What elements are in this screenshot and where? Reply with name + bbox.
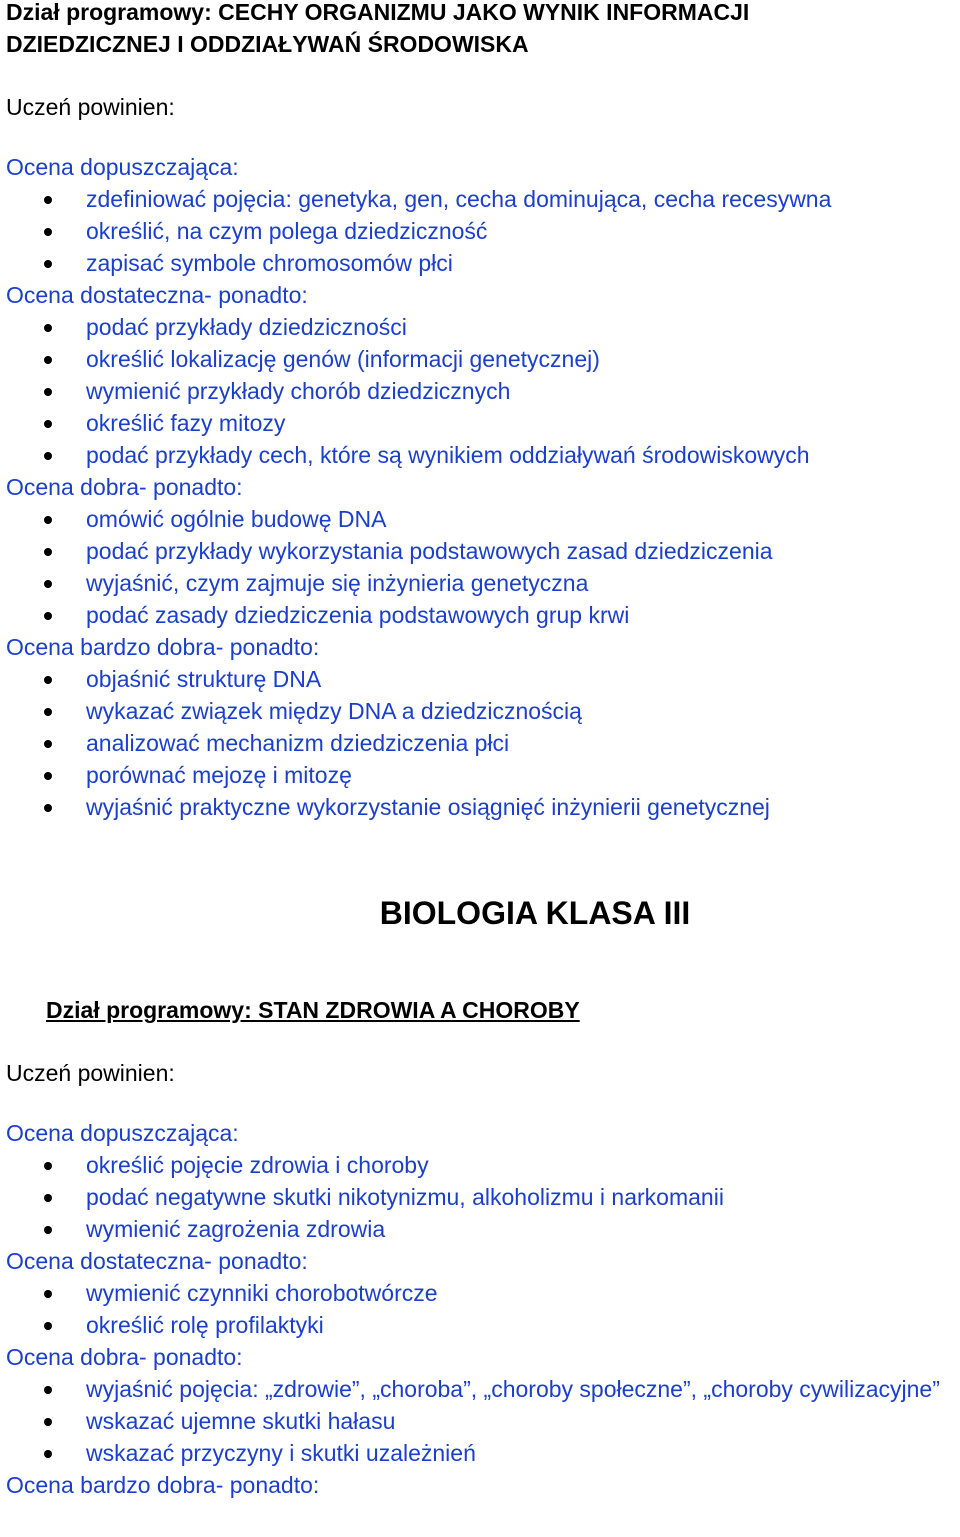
list-item: porównać mejozę i mitozę — [0, 759, 960, 791]
criteria-list — [0, 503, 960, 631]
bullet-icon — [44, 1450, 52, 1458]
bullet-icon — [44, 708, 52, 716]
list-item: analizować mechanizm dziedziczenia płci — [0, 727, 960, 759]
grade-label: Ocena dostateczna- ponadto: — [6, 1248, 308, 1274]
intro-text: Uczeń powinien: — [6, 94, 175, 120]
section1-body — [0, 91, 960, 823]
bullet-icon — [44, 1386, 52, 1394]
bullet-icon — [44, 580, 52, 588]
bullet-icon — [44, 420, 52, 428]
grade-label: Ocena bardzo dobra- ponadto: — [6, 634, 320, 660]
grade-label: Ocena bardzo dobra- ponadto: — [6, 1472, 320, 1498]
bullet-icon — [44, 228, 52, 236]
bullet-icon — [44, 196, 52, 204]
grade-label: Ocena dostateczna- ponadto: — [6, 282, 308, 308]
bullet-icon — [44, 452, 52, 460]
list-item: wyjaśnić, czym zajmuje się inżynieria genetyczna — [0, 567, 960, 599]
list-item: podać przykłady wykorzystania podstawowych zasad dziedziczenia — [0, 535, 960, 567]
intro-text: Uczeń powinien: — [6, 1060, 175, 1086]
bullet-icon — [44, 612, 52, 620]
section2-body — [0, 1057, 960, 1501]
criteria-list — [0, 311, 960, 471]
criteria-list — [0, 663, 960, 823]
list-item: wskazać przyczyny i skutki uzależnień — [0, 1437, 960, 1469]
bullet-icon — [44, 324, 52, 332]
list-item: określić pojęcie zdrowia i choroby — [0, 1149, 960, 1181]
bullet-icon — [44, 676, 52, 684]
list-item: podać zasady dziedziczenia podstawowych grup krwi — [0, 599, 960, 631]
class-title: BIOLOGIA KLASA III — [379, 895, 691, 931]
list-item: podać negatywne skutki nikotynizmu, alkoholizmu i narkomanii — [0, 1181, 960, 1213]
bullet-icon — [44, 1418, 52, 1426]
criteria-list — [0, 183, 960, 279]
list-item: wymienić przykłady chorób dziedzicznych — [0, 375, 960, 407]
criteria-list — [0, 1277, 960, 1341]
section-title-line2: DZIEDZICZNEJ I ODDZIAŁYWAŃ ŚRODOWISKA — [6, 31, 529, 57]
criteria-list — [0, 1149, 960, 1245]
list-item: wyjaśnić pojęcia: „zdrowie”, „choroba”, „choroby społeczne”, „choroby cywilizacyjne” — [0, 1373, 960, 1405]
bullet-icon — [44, 1322, 52, 1330]
list-item: określić rolę profilaktyki — [0, 1309, 960, 1341]
list-item: zdefiniować pojęcia: genetyka, gen, cecha dominująca, cecha recesywna — [0, 183, 960, 215]
section-title-line1: Dział programowy: CECHY ORGANIZMU JAKO WYNIK INFORMACJI — [6, 0, 750, 25]
bullet-icon — [44, 1290, 52, 1298]
list-item: wyjaśnić praktyczne wykorzystanie osiągnięć inżynierii genetycznej — [0, 791, 960, 823]
criteria-list — [0, 1373, 960, 1469]
list-item: wykazać związek między DNA a dziedzicznością — [0, 695, 960, 727]
grade-label: Ocena dobra- ponadto: — [6, 474, 243, 500]
list-item: określić fazy mitozy — [0, 407, 960, 439]
section-title: Dział programowy: STAN ZDROWIA A CHOROBY — [46, 997, 580, 1023]
list-item: określić, na czym polega dziedziczność — [0, 215, 960, 247]
bullet-icon — [44, 1226, 52, 1234]
list-item: wymienić zagrożenia zdrowia — [0, 1213, 960, 1245]
bullet-icon — [44, 772, 52, 780]
list-item: zapisać symbole chromosomów płci — [0, 247, 960, 279]
grade-label: Ocena dobra- ponadto: — [6, 1344, 243, 1370]
list-item: omówić ogólnie budowę DNA — [0, 503, 960, 535]
section-genetics — [0, 0, 960, 60]
bullet-icon — [44, 740, 52, 748]
list-item: objaśnić strukturę DNA — [0, 663, 960, 695]
list-item: podać przykłady cech, które są wynikiem oddziaływań środowiskowych — [0, 439, 960, 471]
list-item: wymienić czynniki chorobotwórcze — [0, 1277, 960, 1309]
list-item: określić lokalizację genów (informacji genetycznej) — [0, 343, 960, 375]
bullet-icon — [44, 804, 52, 812]
grade-label: Ocena dopuszczająca: — [6, 1120, 239, 1146]
bullet-icon — [44, 260, 52, 268]
list-item: wskazać ujemne skutki hałasu — [0, 1405, 960, 1437]
list-item: podać przykłady dziedziczności — [0, 311, 960, 343]
bullet-icon — [44, 548, 52, 556]
bullet-icon — [44, 1194, 52, 1202]
bullet-icon — [44, 1162, 52, 1170]
bullet-icon — [44, 516, 52, 524]
bullet-icon — [44, 356, 52, 364]
bullet-icon — [44, 388, 52, 396]
grade-label: Ocena dopuszczająca: — [6, 154, 239, 180]
